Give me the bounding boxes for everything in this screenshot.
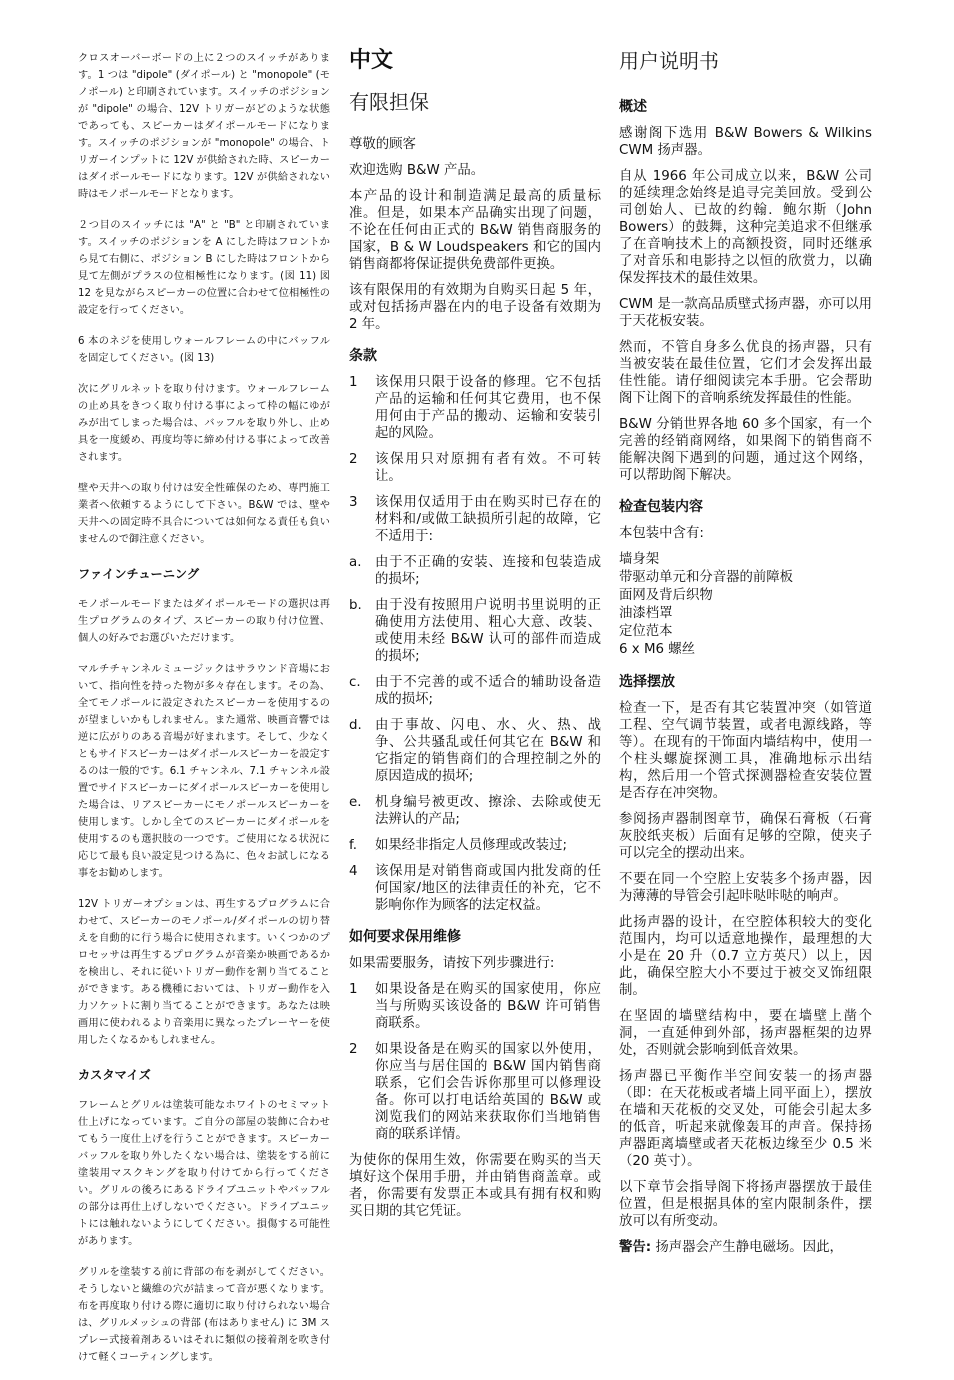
term-item <box>349 863 601 914</box>
heading-overview: 概述 <box>619 99 647 115</box>
position-cavity: 不要在同一个空腔上安装多个扬声器，因为薄薄的导管会引起咔哒咔哒的响声。 <box>619 872 872 904</box>
jp-heading-fine-tuning: ファインチューニング <box>78 567 200 581</box>
term-number: a. <box>349 555 362 570</box>
term-item <box>349 597 601 665</box>
term-number: 3 <box>349 495 358 510</box>
chinese-manual-column <box>619 46 872 1265</box>
warning-label: 警告: <box>619 1240 652 1255</box>
position-clearance: 参阅扬声器制图章节，确保石膏板（石膏灰胶纸夹板）后面有足够的空隙，使夹子可以完全的摆动出来。 <box>619 812 872 861</box>
term-text: 该保用仅适用于由在购买时已存在的材料和/或做工缺损所引起的故障，它不适用于: <box>375 495 601 544</box>
term-item <box>349 451 601 485</box>
term-item <box>349 837 601 854</box>
jp-heading-customize: カスタマイズ <box>78 1068 151 1082</box>
term-text: 机身编号被更改、擦涂、去除或使无法辨认的产品; <box>375 795 601 827</box>
japanese-column <box>78 50 330 1380</box>
warning-paragraph <box>619 1239 872 1256</box>
term-number: e. <box>349 795 362 810</box>
term-item <box>349 794 601 828</box>
term-number: c. <box>349 675 361 690</box>
warranty-intro: 本产品的设计和制造满足最高的质量标准。但是，如果本产品确实出现了问题，不论在任何由正式的 B&W 销售商服务的国家，B & W Loudspeakers 和它的国内销售商都将保证提供免费部件更换。 <box>349 189 601 272</box>
claim-step-text: 如果设备是在购买的国家以外使用，你应当与居住国的 B&W 国内销售商联系，它们会告诉你那里可以修理设备。你可以打电话给英国的 B&W 或浏览我们的网站来获取你们当地销售商的联系详情。 <box>375 1042 601 1142</box>
position-volume: 此扬声器的设计，在空腔体积较大的变化范围内，均可以适意地操作，最理想的大小是在 20 升（0.7 立方英尺）以上，因此，确保空腔大小不要过于被交叉饰纽限制。 <box>619 915 872 998</box>
claim-step-number: 2 <box>349 1042 358 1057</box>
contents-item: 定位范本 <box>619 624 673 639</box>
contents-item: 墙身架 <box>619 552 660 567</box>
jp-paragraph-cloth: グリルを塗装する前に背部の布を剥がしてください。そうしないと繊維の穴が詰まって音が悪くなります。布を再度取り付ける際に適切に取り付けられない場合は、グリルメッシュの背部 (布はありません) に 3M スプレー式接着剤あるいはそれに類似の接着剤を吹き付けて軽くコーティングします。 <box>78 1267 330 1363</box>
contents-item: 带驱动单元和分音器的前障板 <box>619 570 794 585</box>
term-text: 该保用只限于设备的修理。它不包括产品的运输和任何其它费用，也不保用何由于产品的搬动、运输和安装引起的风险。 <box>375 375 601 441</box>
claim-step-text: 如果设备是在购买的国家使用，你应当与所购买该设备的 B&W 许可销售商联系。 <box>375 982 601 1031</box>
term-text: 由于不完善的或不适合的辅助设备造成的损坏; <box>375 675 601 707</box>
term-number: 2 <box>349 452 358 467</box>
term-item <box>349 674 601 708</box>
claim-step <box>349 1041 601 1143</box>
jp-paragraph-mode-choice: モノポールモードまたはダイポールモードの選択は再生プログラムのタイプ、スピーカーの取り付け位置、個人の好みでお選びいただけます。 <box>78 599 330 644</box>
position-check: 检查一下，是否有其它装置冲突（如管道工程、空气调节装置，或者电源线路，等等）。在现有的干饰面内墙结构中，使用一个柱头螺旋探测工具，准确地标示出结构，然后用一个管式探测器检查安装位置是否存在冲突物。 <box>619 701 872 801</box>
jp-paragraph-grille: 次にグリルネットを取り付けます。ウォールフレームの止め具をきつく取り付ける事によって枠の幅にゆがみが出てしまった場合は、バッフルを取り外し、止め具を一度緩め、再度均等に締め付ける事によって改善されます。 <box>78 384 330 463</box>
language-title: 中文 <box>349 48 394 73</box>
contents-list <box>619 551 872 659</box>
term-number: b. <box>349 598 362 613</box>
jp-paragraph-phase-switch: ２つ目のスイッチには "A" と "B" と印刷されています。スイッチのポジションを A にした時はフロントから見て右側に、ポジション B にした時はフロントから見て左側がプラスの位相極性になります。(図 11) 図 12 を見ながらスピーカーの位置に合わせて位相極性の設定を行ってください。 <box>78 220 330 316</box>
jp-paragraph-safety: 壁や天井への取り付けは安全性確保のため、専門施工業者へ依頼するようにして下さい。B&W では、壁や天井への固定時不具合については如何なる責任も負いませんので御注意ください。 <box>78 483 330 545</box>
jp-paragraph-multichannel: マルチチャンネルミュージックはサラウンド音場において、指向性を持った物が多々存在します。その為、全てモノポールに設定されたスピーカーを使用するのが望ましいかもしれません。また通常、映画音響では逆に広がりのある音場が好まれます。そして、少なくともサイドスピーカーはダイポールスピーカーを設定するのは一般的です。6.1 チャンネル、7.1 チャンネル設置でサイドスピーカーにダイポールスピーカーを使用した場合は、リアスピーカーにモノポールスピーカーを使用します。しかし全てのスピーカーにダイポールを使用するのも選択肢の一つです。ご使用になる状況に応じて最も良い設定見つける為に、色々お試しになる事をお勧めします。 <box>78 664 330 879</box>
jp-paragraph-painting: フレームとグリルは塗装可能なホワイトのセミマット仕上げになっています。ご自分の部屋の装飾に合わせてもう一度仕上げを行うことができます。スピーカーバッフルを取り外したくない場合は、塗装をする前に塗装用マスクキングを取り付けてから行ってください。グリルの後ろにあるドライブユニットやバッフルの部分は再仕上げしないでください。ドライブユニットには触れないようにしてください。損傷する可能性があります。 <box>78 1100 330 1247</box>
overview-placement: 然而，不管自身多么优良的扬声器，只有当被安装在最佳位置，它们才会发挥出最佳性能。请仔细阅读完本手册。它会帮助阁下让阁下的音响系统发挥最佳的性能。 <box>619 340 872 406</box>
term-text: 由于不正确的安装、连接和包装造成的损坏; <box>375 555 601 587</box>
term-text: 由于事故、闪电、水、火、热、战争、公共骚乱或任何其它在 B&W 和它指定的销售商们的合理控制之外的原因造成的损坏; <box>375 718 601 784</box>
term-text: 由于没有按照用户说明书里说明的正确使用方法使用、粗心大意、改装、或使用未经 B&W 认可的部件而造成的损坏; <box>375 598 601 664</box>
term-number: f. <box>349 838 357 853</box>
manual-title: 用户说明书 <box>619 49 719 73</box>
greeting: 尊敬的顾客 <box>349 137 416 152</box>
overview-distribution: B&W 分销世界各地 60 多个国家，有一个完善的经销商网络，如果阁下的销售商不能解决阁下遇到的问题，通过这个网络，可以帮助阁下解决。 <box>619 417 872 483</box>
overview-cwm: CWM 是一款高品质壁式扬声器，亦可以用于天花板安装。 <box>619 297 872 329</box>
claim-step-number: 1 <box>349 982 358 997</box>
term-text: 该保用只对原拥有者有效。不可转让。 <box>375 452 601 484</box>
term-item <box>349 554 601 588</box>
contents-item: 6 x M6 螺丝 <box>619 642 696 657</box>
contents-intro: 本包装中含有: <box>619 526 704 541</box>
heading-position: 选择摆放 <box>619 674 675 690</box>
term-item <box>349 374 601 442</box>
chinese-warranty-column <box>349 46 601 1229</box>
claim-outro: 为使你的保用生效，你需要在购买的当天填好这个保用手册，并由销售商盖章。或者，你需要有发票正本或具有拥有权和购买日期的其它凭证。 <box>349 1153 601 1219</box>
welcome-text: 欢迎选购 B&W 产品。 <box>349 163 485 178</box>
term-number: 4 <box>349 864 358 879</box>
term-text: 如果经非指定人员修理或改装过; <box>375 838 567 853</box>
term-item <box>349 494 601 545</box>
position-half-space: 扬声器已平衡作半空间安装一的扬声器（即：在天花板或者墙上同平面上），摆放在墙和天花板的交叉处，可能会引起太多的低音，听起来就像轰耳的声音。保持扬声器距离墙壁或者天花板边缘至少 0.5 米（20 英寸）。 <box>619 1069 872 1169</box>
jp-paragraph-trigger: 12V トリガーオプションは、再生するプログラムに合わせて、スピーカーのモノポール/ダイポールの切り替えを自動的に行う場合に使用されます。いくつかのプロセッサは再生するプログラムが音楽か映画であるかを検出し、それに従いトリガー動作を割り当てることができます。ある機種においては、トリガー動作を入力ソケットに割り当てることができます。あなたは映画用に使われるより音楽用に異なったプレーヤーを使用したくなるかもしれません。 <box>78 899 330 1046</box>
claim-step <box>349 981 601 1032</box>
warning-text: 扬声器会产生静电磁场。因此， <box>655 1240 843 1255</box>
term-item <box>349 717 601 785</box>
jp-paragraph-screws: 6 本のネジを使用しウォールフレームの中にバッフルを固定してください。(図 13) <box>78 336 330 364</box>
contents-item: 面网及背后织物 <box>619 588 713 603</box>
warranty-title: 有限担保 <box>349 90 429 114</box>
heading-terms: 条款 <box>349 348 377 364</box>
claim-intro: 如果需要服务，请按下列步骤进行: <box>349 956 555 971</box>
term-number: 1 <box>349 375 358 390</box>
position-guidance: 以下章节会指导阁下将扬声器摆放于最佳位置，但是根据具体的室内限制条件，摆放可以有所变动。 <box>619 1180 872 1229</box>
jp-paragraph-dipole-switch: クロスオーバーボードの上に２つのスイッチがあります。1 つは "dipole" (ダイポール) と "monopole" (モノポール) と印刷されています。スイッチのポジションが "dipole" の場合、12V トリガーがどのような状態であっても、スピーカーはダイポールモードになります。スイッチのポジションが "monopole" の場合、トリガーインプットに 12V が供給された時、スピーカーはダイポールモードになります。12V が供給されない時はモノポールモードとなります。 <box>78 53 330 200</box>
contents-item: 油漆档罩 <box>619 606 673 621</box>
position-solid-wall: 在坚固的墙壁结构中，要在墙壁上凿个洞，一直延伸到外部，扬声器框架的边界处，否则就会影响到低音效果。 <box>619 1009 872 1058</box>
overview-thanks: 感谢阁下选用 B&W Bowers & Wilkins CWM 扬声器。 <box>619 126 872 158</box>
overview-history: 自从 1966 年公司成立以来，B&W 公司的延续理念始终是追寻完美回放。受到公司创始人、已故的约翰．鲍尔斯（John Bowers）的鼓舞，这种完美追求不但继承了在音响技术上的高额投资，同时还继承了对音乐和电影持之以恒的欣赏力，以确保发挥技术的最佳效果。 <box>619 169 872 286</box>
heading-contents: 检查包装内容 <box>619 499 703 515</box>
warranty-period: 该有限保用的有效期为自购买日起 5 年，或对包括扬声器在内的电子设备有效期为 2 年。 <box>349 283 601 332</box>
term-number: d. <box>349 718 362 733</box>
heading-claim: 如何要求保用维修 <box>349 929 461 945</box>
term-text: 该保用是对销售商或国内批发商的任何国家/地区的法律责任的补充，它不影响你作为顾客的法定权益。 <box>375 864 601 913</box>
